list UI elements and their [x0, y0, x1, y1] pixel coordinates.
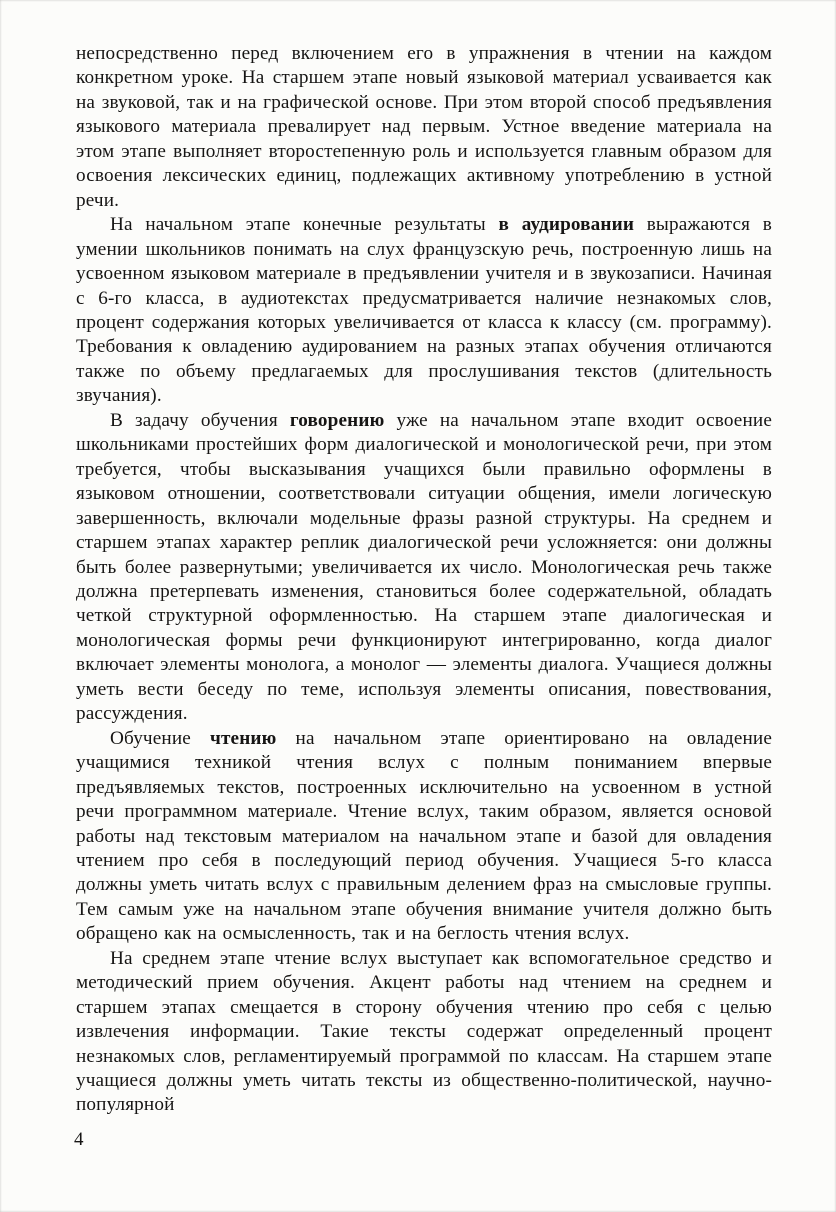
text-run: В задачу обучения — [110, 409, 290, 431]
paragraph — [76, 727, 772, 947]
bold-term: чтению — [210, 727, 277, 749]
paragraph — [76, 42, 772, 213]
paragraph — [76, 947, 772, 1118]
text-run: Обучение — [110, 727, 211, 749]
text-run: на начальном этапе ориентировано на овладение учащимися техникой чтения вслух с полным пониманием впервые предъявляемых текстов, построенных исключительно на усвоенном в устной речи программном материале. Чтение вслух, таким образом, является основой работы над текстовым материалом на начальном этапе и базой для овладения чтением про себя в последующий период обучения. Учащиеся 5-го класса должны уметь читать вслух с правильным делением фраз на смысловые группы. Тем самым уже на начальном этапе обучения внимание учителя должно быть обращено как на осмысленность, так и на беглость чтения вслух. — [76, 727, 772, 945]
paragraph — [76, 409, 772, 727]
paragraph — [76, 213, 772, 409]
bold-term: говорению — [289, 409, 385, 431]
text-run: На начальном этапе конечные результаты — [110, 214, 499, 236]
text-run: уже на начальном этапе входит освоение школьниками простейших форм диалогической и монологической речи, при этом требуется, чтобы высказывания учащихся были правильно оформлены в языковом отношении, соответствовали ситуации общения, имели логическую завершенность, включали модельные фразы разной структуры. На среднем и старшем этапах характер реплик диалогической речи усложняется: они должны быть более развернутыми; увеличивается их число. Монологическая речь также должна претерпевать изменения, становиться более содержательной, обладать четкой структурной оформленностью. На старшем этапе диалогическая и монологическая формы речи функционируют интегрированно, когда диалог включает элементы монолога, а монолог — элементы диалога. Учащиеся должны уметь вести беседу по теме, используя элементы описания, повествования, рассуждения. — [76, 409, 772, 725]
page-number: 4 — [74, 1129, 84, 1150]
text-run: На среднем этапе чтение вслух выступает как вспомогательное средство и методический прием обучения. Акцент работы над чтением на среднем и старшем этапах смещается в сторону обучения чтению про себя с целью извлечения информации. Такие тексты содержат определенный процент незнакомых слов, регламентируемый программой по классам. На старшем этапе учащиеся должны уметь читать тексты из общественно-политической, научно-популярной — [76, 947, 772, 1116]
text-run: непосредственно перед включением его в упражнения в чтении на каждом конкретном уроке. На старшем этапе новый языковой материал усваивается как на звуковой, так и на графической основе. При этом второй способ предъявления языкового материала превалирует над первым. Устное введение материала на этом этапе выполняет второстепенную роль и используется главным образом для освоения лексических единиц, подлежащих активному употреблению в устной речи. — [76, 43, 772, 211]
text-block — [76, 42, 772, 1118]
text-run: выражаются в умении школьников понимать на слух французскую речь, построенную лишь на усвоенном языковом материале в предъявлении учителя и в звукозаписи. Начиная с 6-го класса, в аудиотекстах предусматривается наличие незнакомых слов, процент содержания которых увеличивается от класса к классу (см. программу). Требования к овладению аудированием на разных этапах обучения отличаются также по объему предлагаемых для прослушивания текстов (длительность звучания). — [76, 214, 772, 407]
bold-term: в аудировании — [498, 214, 635, 236]
